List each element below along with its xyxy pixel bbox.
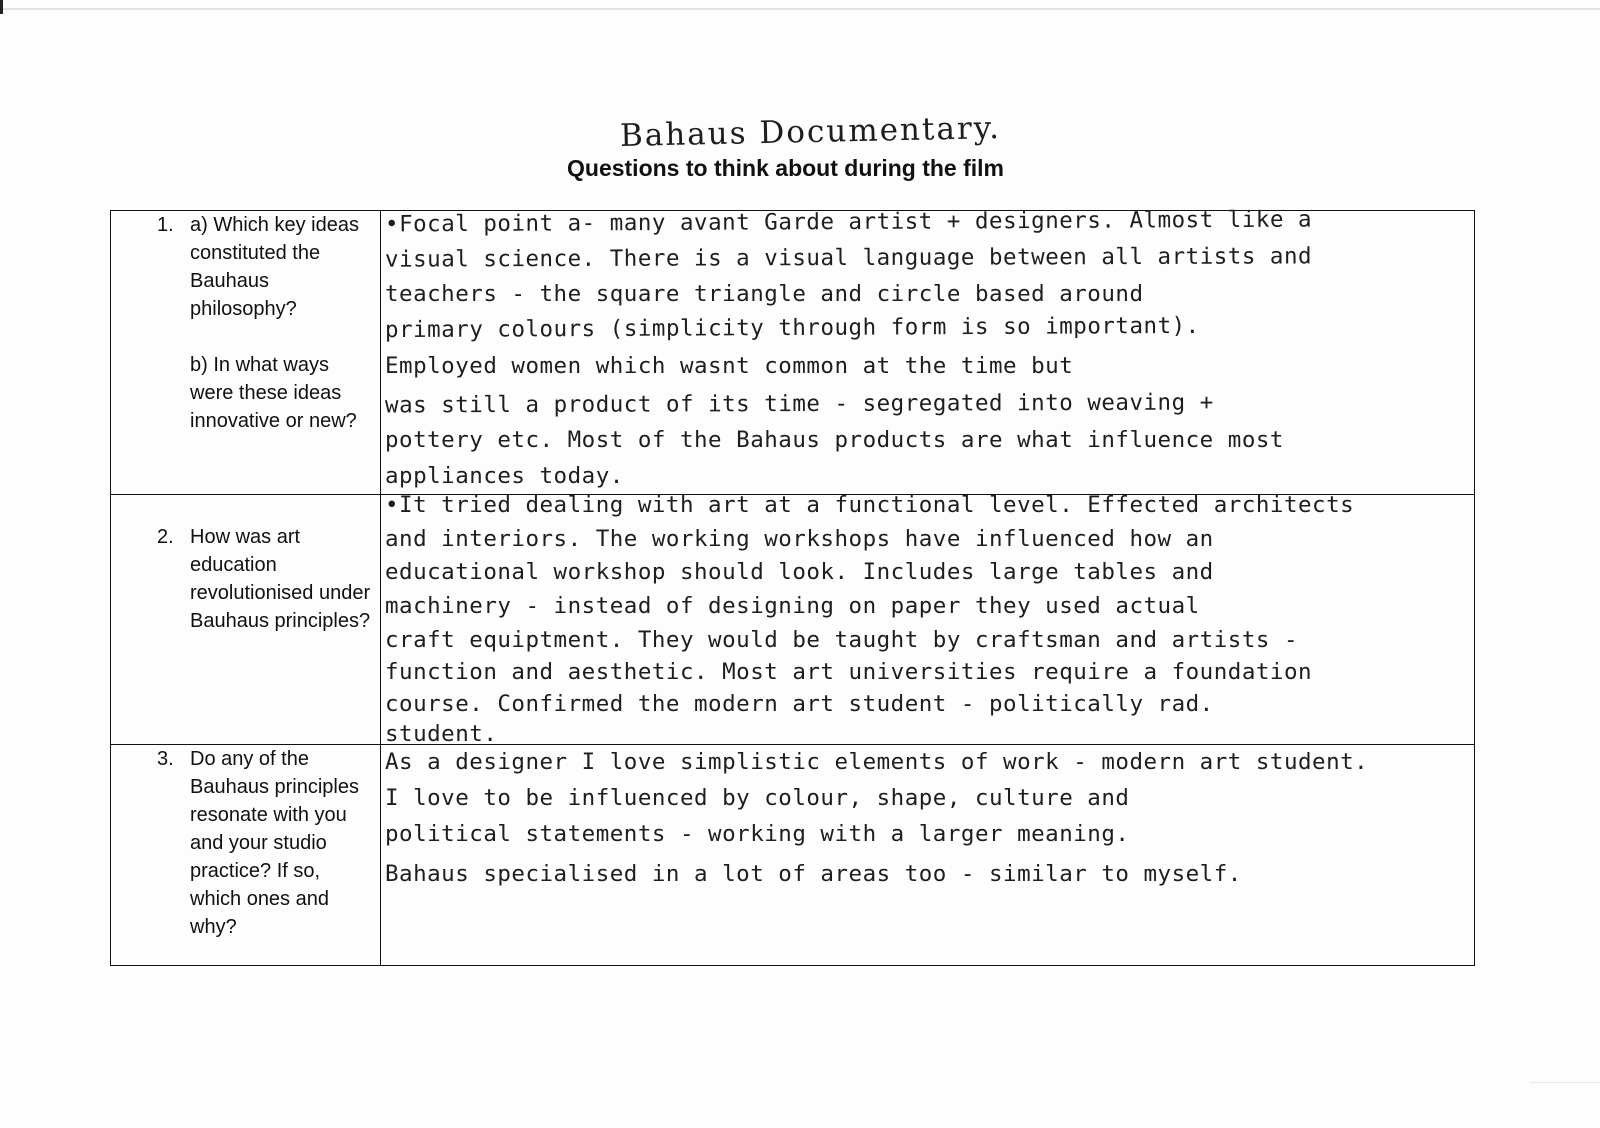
- answer-line: Bahaus specialised in a lot of areas too - similar to myself.: [385, 861, 1242, 887]
- answer-line: was still a product of its time - segregated into weaving +: [384, 389, 1214, 419]
- question-number: 2.: [157, 526, 174, 548]
- answer-line: •Focal point a- many avant Garde artist + designers. Almost like a: [384, 206, 1313, 238]
- answer-line: teachers - the square triangle and circle based around: [385, 281, 1144, 307]
- answer-cell-1: [381, 206, 1475, 495]
- answer-line: course. Confirmed the modern art student - politically rad.: [385, 691, 1214, 717]
- question-row-3: [111, 745, 1475, 966]
- questions-table: [110, 206, 1475, 966]
- answer-cell-3: [381, 745, 1475, 966]
- scan-mark: [0, 0, 3, 14]
- answer-line: visual science. There is a visual language between all artists and: [384, 243, 1313, 273]
- question-cell-3: [111, 745, 381, 966]
- question-text-1b: b) In what ways were these ideas innovative or new?: [190, 354, 357, 432]
- worksheet-title: Questions to think about during the film: [567, 155, 1004, 181]
- answer-line: appliances today.: [385, 463, 624, 489]
- answer-line: As a designer I love simplistic elements of work - modern art student.: [385, 749, 1369, 775]
- answer-line: political statements - working with a larger meaning.: [385, 821, 1130, 847]
- question-text-2: How was art education revolutionised under Bauhaus principles?: [190, 526, 371, 632]
- handwritten-title: Bahaus Documentary.: [619, 110, 1002, 154]
- answer-line: •It tried dealing with art at a functional level. Effected architects: [385, 492, 1355, 518]
- question-text-3: Do any of the Bauhaus principles resonate with you and your studio practice? If so, which ones and why?: [190, 748, 359, 938]
- answer-line: I love to be influenced by colour, shape, culture and: [385, 785, 1130, 811]
- answer-cell-2: [381, 492, 1475, 747]
- question-cell-2: [111, 495, 381, 745]
- question-cell-1: [111, 211, 381, 495]
- answer-line: student.: [385, 721, 498, 747]
- question-row-1: [111, 211, 1475, 495]
- question-number: 3.: [157, 748, 174, 770]
- question-row-2: [111, 495, 1475, 745]
- scan-edge: [0, 8, 1600, 10]
- answer-line: and interiors. The working workshops have influenced how an: [385, 526, 1214, 552]
- question-text-1a: a) Which key ideas constituted the Bauhaus philosophy?: [190, 214, 359, 320]
- paper-fold-line: [1530, 1082, 1600, 1083]
- answer-line: pottery etc. Most of the Bahaus products are what influence most: [385, 427, 1284, 453]
- answer-line: machinery - instead of designing on paper they used actual: [385, 593, 1200, 619]
- answer-line: educational workshop should look. Includes large tables and: [385, 559, 1214, 585]
- question-number: 1.: [157, 214, 174, 236]
- answer-line: craft equiptment. They would be taught by craftsman and artists -: [385, 627, 1298, 653]
- answer-line: function and aesthetic. Most art universities require a foundation: [385, 659, 1313, 685]
- answer-line: primary colours (simplicity through form is so important).: [384, 312, 1200, 344]
- answer-line: Employed women which wasnt common at the time but: [385, 353, 1074, 379]
